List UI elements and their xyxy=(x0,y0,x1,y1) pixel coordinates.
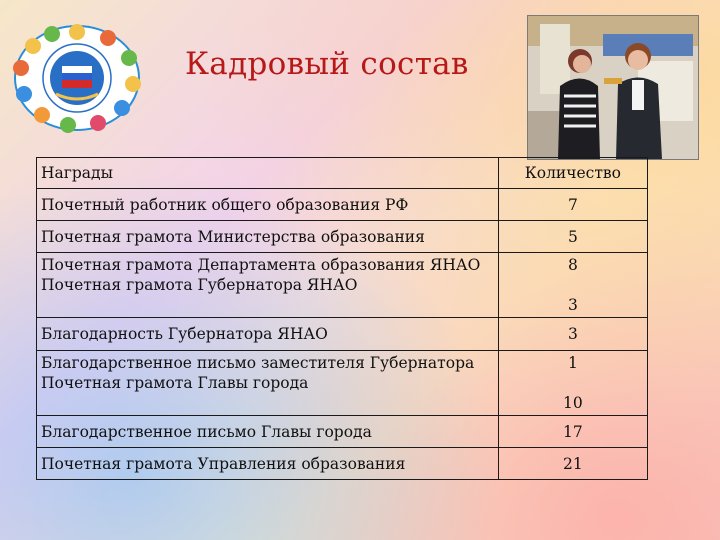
award-name: Благодарственное письмо заместителя Губернатора xyxy=(41,354,475,372)
award-name-group xyxy=(37,253,499,318)
spacer xyxy=(503,373,643,393)
table-row xyxy=(37,416,648,448)
award-name: Почетная грамота Губернатора ЯНАО xyxy=(41,276,358,294)
award-name: Почетный работник общего образования РФ xyxy=(37,189,499,221)
award-count: 3 xyxy=(498,318,647,351)
header-awards: Награды xyxy=(37,158,499,189)
award-count: 7 xyxy=(498,189,647,221)
awards-table xyxy=(36,157,648,480)
table-row xyxy=(37,189,648,221)
school-logo xyxy=(12,22,142,134)
photo-image xyxy=(528,16,698,159)
award-count: 10 xyxy=(563,394,583,412)
award-name: Почетная грамота Главы города xyxy=(41,374,309,392)
award-name: Благодарность Губернатора ЯНАО xyxy=(37,318,499,351)
spacer xyxy=(503,275,643,295)
table-header-row xyxy=(37,158,648,189)
table-row xyxy=(37,253,648,318)
award-count: 8 xyxy=(567,256,578,274)
table-row xyxy=(37,221,648,253)
award-count: 3 xyxy=(567,296,578,314)
award-name: Почетная грамота Управления образования xyxy=(37,448,499,480)
award-name: Благодарственное письмо Главы города xyxy=(37,416,499,448)
staff-photo xyxy=(527,15,699,160)
award-count-group xyxy=(498,351,647,416)
award-name: Почетная грамота Департамента образования ЯНАО xyxy=(41,256,481,274)
award-count-group xyxy=(498,253,647,318)
header-count: Количество xyxy=(498,158,647,189)
award-name-group xyxy=(37,351,499,416)
table-row xyxy=(37,318,648,351)
table-row xyxy=(37,351,648,416)
award-count: 5 xyxy=(498,221,647,253)
school-logo-icon xyxy=(12,22,142,134)
award-count: 17 xyxy=(498,416,647,448)
award-name: Почетная грамота Министерства образования xyxy=(37,221,499,253)
page-title: Кадровый состав xyxy=(185,46,469,82)
table-row xyxy=(37,448,648,480)
award-count: 1 xyxy=(567,354,578,372)
award-count: 21 xyxy=(498,448,647,480)
